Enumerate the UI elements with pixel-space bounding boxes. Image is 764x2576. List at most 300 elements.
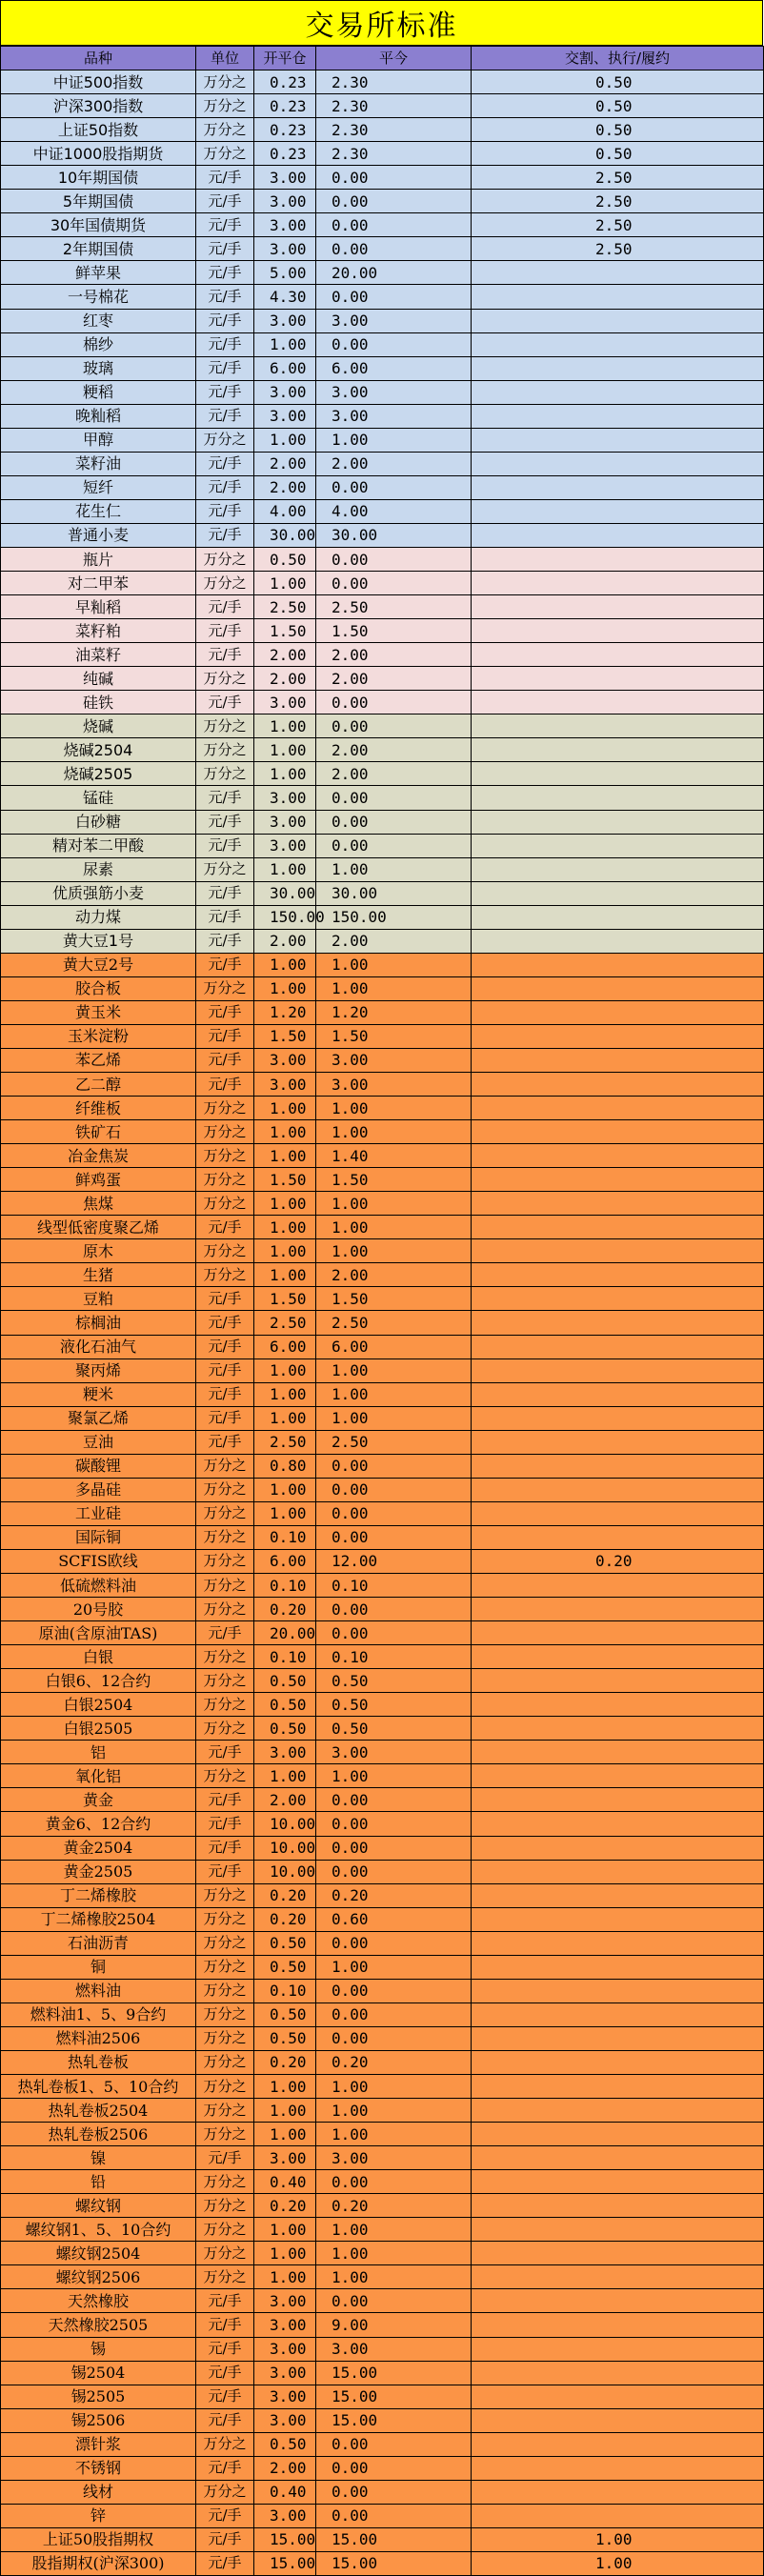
open-fee-cell: 0.50: [254, 1931, 316, 1955]
table-row: [1, 2265, 764, 2289]
open-fee-cell: 0.50: [254, 1669, 316, 1693]
table-row: [1, 762, 764, 786]
product-cell: 铜: [1, 1955, 196, 1979]
product-cell: 热轧卷板: [1, 2050, 196, 2074]
unit-cell: 万分之: [196, 142, 254, 166]
open-fee-cell: 10.00: [254, 1836, 316, 1860]
table-row: [1, 1216, 764, 1239]
product-cell: 2年期国债: [1, 237, 196, 261]
delivery-fee-cell: [472, 404, 764, 428]
delivery-fee-cell: [472, 2385, 764, 2408]
close-today-fee-cell: 1.00: [316, 1382, 472, 1406]
table-row: [1, 2218, 764, 2242]
table-row: [1, 1382, 764, 1406]
header-open: 开平仓: [254, 47, 316, 70]
open-fee-cell: 0.20: [254, 1883, 316, 1907]
close-today-fee-cell: 0.00: [316, 1598, 472, 1621]
close-today-fee-cell: 0.00: [316, 2170, 472, 2194]
sheet-title: 交易所标准: [0, 0, 763, 46]
close-today-fee-cell: 2.00: [316, 452, 472, 475]
unit-cell: 元/手: [196, 499, 254, 523]
open-fee-cell: 0.40: [254, 2480, 316, 2504]
delivery-fee-cell: 2.50: [472, 166, 764, 190]
close-today-fee-cell: 2.00: [316, 667, 472, 691]
open-fee-cell: 0.23: [254, 142, 316, 166]
open-fee-cell: 1.00: [254, 2123, 316, 2146]
product-cell: 不锈钢: [1, 2456, 196, 2480]
delivery-fee-cell: [472, 2337, 764, 2361]
unit-cell: 万分之: [196, 428, 254, 452]
product-cell: 锌: [1, 2504, 196, 2527]
open-fee-cell: 3.00: [254, 2313, 316, 2337]
table-row: [1, 1501, 764, 1525]
delivery-fee-cell: [472, 857, 764, 881]
close-today-fee-cell: 1.50: [316, 619, 472, 643]
delivery-fee-cell: [472, 714, 764, 738]
delivery-fee-cell: [472, 1120, 764, 1144]
unit-cell: 元/手: [196, 2551, 254, 2575]
table-row: [1, 2432, 764, 2456]
open-fee-cell: 3.00: [254, 810, 316, 834]
product-cell: 优质强筋小麦: [1, 881, 196, 905]
unit-cell: 万分之: [196, 2074, 254, 2098]
close-today-fee-cell: 3.00: [316, 1741, 472, 1764]
table-row: [1, 738, 764, 762]
unit-cell: 元/手: [196, 834, 254, 857]
unit-cell: 元/手: [196, 1216, 254, 1239]
table-row: [1, 619, 764, 643]
product-cell: 锡: [1, 2337, 196, 2361]
unit-cell: 万分之: [196, 857, 254, 881]
product-cell: 焦煤: [1, 1192, 196, 1216]
table-row: [1, 1907, 764, 1931]
table-row: [1, 380, 764, 404]
close-today-fee-cell: 6.00: [316, 1335, 472, 1358]
product-cell: 早籼稻: [1, 595, 196, 619]
close-today-fee-cell: 1.00: [316, 2242, 472, 2265]
close-today-fee-cell: 3.00: [316, 1048, 472, 1072]
delivery-fee-cell: 2.50: [472, 190, 764, 213]
product-cell: 粳稻: [1, 380, 196, 404]
unit-cell: 元/手: [196, 380, 254, 404]
open-fee-cell: 1.00: [254, 1097, 316, 1120]
table-row: [1, 118, 764, 142]
table-row: [1, 1097, 764, 1120]
delivery-fee-cell: [472, 2313, 764, 2337]
open-fee-cell: 1.00: [254, 572, 316, 595]
product-cell: 豆粕: [1, 1287, 196, 1311]
unit-cell: 万分之: [196, 1097, 254, 1120]
table-row: [1, 1788, 764, 1812]
product-cell: 30年国债期货: [1, 213, 196, 237]
open-fee-cell: 3.00: [254, 404, 316, 428]
product-cell: 红枣: [1, 309, 196, 332]
open-fee-cell: 4.30: [254, 285, 316, 309]
unit-cell: 元/手: [196, 2456, 254, 2480]
close-today-fee-cell: 1.40: [316, 1144, 472, 1168]
delivery-fee-cell: [472, 1693, 764, 1717]
delivery-fee-cell: [472, 1788, 764, 1812]
product-cell: 鲜鸡蛋: [1, 1168, 196, 1192]
product-cell: 多晶硅: [1, 1478, 196, 1501]
close-today-fee-cell: 0.00: [316, 1812, 472, 1836]
product-cell: 菜籽油: [1, 452, 196, 475]
product-cell: 燃料油2506: [1, 2026, 196, 2050]
product-cell: 氧化铝: [1, 1764, 196, 1788]
delivery-fee-cell: [472, 2026, 764, 2050]
product-cell: 烧碱2504: [1, 738, 196, 762]
table-row: [1, 2551, 764, 2575]
product-cell: 工业硅: [1, 1501, 196, 1525]
open-fee-cell: 30.00: [254, 523, 316, 547]
unit-cell: 万分之: [196, 1764, 254, 1788]
open-fee-cell: 2.50: [254, 1311, 316, 1335]
unit-cell: 元/手: [196, 1741, 254, 1764]
unit-cell: 万分之: [196, 2050, 254, 2074]
unit-cell: 万分之: [196, 2265, 254, 2289]
close-today-fee-cell: 0.00: [316, 332, 472, 356]
open-fee-cell: 3.00: [254, 237, 316, 261]
table-row: [1, 2385, 764, 2408]
delivery-fee-cell: [472, 1454, 764, 1478]
product-cell: 生猪: [1, 1263, 196, 1287]
product-cell: 燃料油1、5、9合约: [1, 2002, 196, 2026]
unit-cell: 元/手: [196, 1073, 254, 1097]
unit-cell: 万分之: [196, 1263, 254, 1287]
table-row: [1, 810, 764, 834]
unit-cell: 元/手: [196, 213, 254, 237]
table-row: [1, 70, 764, 94]
delivery-fee-cell: [472, 1525, 764, 1549]
close-today-fee-cell: 2.50: [316, 1311, 472, 1335]
close-today-fee-cell: 0.00: [316, 2002, 472, 2026]
unit-cell: 元/手: [196, 1812, 254, 1836]
unit-cell: 元/手: [196, 1406, 254, 1430]
table-row: [1, 595, 764, 619]
delivery-fee-cell: [472, 1741, 764, 1764]
table-row: [1, 1024, 764, 1048]
table-row: [1, 714, 764, 738]
delivery-fee-cell: [472, 1645, 764, 1669]
table-row: [1, 786, 764, 810]
table-row: [1, 1239, 764, 1263]
close-today-fee-cell: 1.00: [316, 1406, 472, 1430]
table-row: [1, 2242, 764, 2265]
close-today-fee-cell: 0.20: [316, 2050, 472, 2074]
close-today-fee-cell: 4.00: [316, 499, 472, 523]
unit-cell: 元/手: [196, 1335, 254, 1358]
close-today-fee-cell: 0.00: [316, 572, 472, 595]
open-fee-cell: 6.00: [254, 1549, 316, 1573]
open-fee-cell: 0.20: [254, 2194, 316, 2218]
close-today-fee-cell: 0.10: [316, 1645, 472, 1669]
close-today-fee-cell: 1.00: [316, 857, 472, 881]
table-row: [1, 1979, 764, 2002]
delivery-fee-cell: [472, 1358, 764, 1382]
open-fee-cell: 2.50: [254, 1430, 316, 1454]
product-cell: 玉米淀粉: [1, 1024, 196, 1048]
product-cell: 中证500指数: [1, 70, 196, 94]
product-cell: 聚氯乙烯: [1, 1406, 196, 1430]
table-row: [1, 2099, 764, 2123]
open-fee-cell: 1.00: [254, 1144, 316, 1168]
close-today-fee-cell: 20.00: [316, 261, 472, 285]
open-fee-cell: 1.00: [254, 1358, 316, 1382]
table-row: [1, 1478, 764, 1501]
close-today-fee-cell: 2.00: [316, 762, 472, 786]
delivery-fee-cell: [472, 1192, 764, 1216]
product-cell: 10年期国债: [1, 166, 196, 190]
delivery-fee-cell: [472, 2265, 764, 2289]
delivery-fee-cell: [472, 834, 764, 857]
close-today-fee-cell: 1.00: [316, 976, 472, 1000]
close-today-fee-cell: 0.00: [316, 1788, 472, 1812]
open-fee-cell: 3.00: [254, 309, 316, 332]
open-fee-cell: 3.00: [254, 834, 316, 857]
table-row: [1, 1741, 764, 1764]
close-today-fee-cell: 1.00: [316, 1120, 472, 1144]
table-row: [1, 1931, 764, 1955]
open-fee-cell: 1.20: [254, 1000, 316, 1024]
close-today-fee-cell: 0.00: [316, 2504, 472, 2527]
close-today-fee-cell: 0.60: [316, 1907, 472, 1931]
product-cell: 中证1000股指期货: [1, 142, 196, 166]
delivery-fee-cell: [472, 1812, 764, 1836]
header-row: [1, 47, 764, 70]
delivery-fee-cell: [472, 572, 764, 595]
delivery-fee-cell: [472, 953, 764, 976]
close-today-fee-cell: 30.00: [316, 881, 472, 905]
unit-cell: 元/手: [196, 2504, 254, 2527]
close-today-fee-cell: 1.00: [316, 1764, 472, 1788]
delivery-fee-cell: [472, 1931, 764, 1955]
open-fee-cell: 1.00: [254, 2218, 316, 2242]
unit-cell: 元/手: [196, 595, 254, 619]
unit-cell: 元/手: [196, 237, 254, 261]
product-cell: 短纤: [1, 475, 196, 499]
delivery-fee-cell: [472, 475, 764, 499]
open-fee-cell: 0.50: [254, 2432, 316, 2456]
table-row: [1, 976, 764, 1000]
delivery-fee-cell: [472, 1335, 764, 1358]
unit-cell: 万分之: [196, 1955, 254, 1979]
close-today-fee-cell: 0.00: [316, 285, 472, 309]
open-fee-cell: 2.00: [254, 475, 316, 499]
close-today-fee-cell: 0.50: [316, 1693, 472, 1717]
unit-cell: 元/手: [196, 881, 254, 905]
unit-cell: 万分之: [196, 1574, 254, 1598]
product-cell: 花生仁: [1, 499, 196, 523]
delivery-fee-cell: [472, 2002, 764, 2026]
close-today-fee-cell: 15.00: [316, 2551, 472, 2575]
product-cell: 黄玉米: [1, 1000, 196, 1024]
unit-cell: 元/手: [196, 1621, 254, 1645]
delivery-fee-cell: [472, 1979, 764, 2002]
table-row: [1, 1048, 764, 1072]
table-row: [1, 499, 764, 523]
product-cell: 螺纹钢2504: [1, 2242, 196, 2265]
unit-cell: 万分之: [196, 2170, 254, 2194]
table-row: [1, 1764, 764, 1788]
open-fee-cell: 2.00: [254, 667, 316, 691]
delivery-fee-cell: [472, 2432, 764, 2456]
product-cell: 铁矿石: [1, 1120, 196, 1144]
table-row: [1, 1263, 764, 1287]
product-cell: 油菜籽: [1, 643, 196, 667]
product-cell: 上证50指数: [1, 118, 196, 142]
open-fee-cell: 0.20: [254, 1907, 316, 1931]
close-today-fee-cell: 1.50: [316, 1168, 472, 1192]
open-fee-cell: 2.00: [254, 643, 316, 667]
unit-cell: 万分之: [196, 2218, 254, 2242]
unit-cell: 元/手: [196, 2361, 254, 2385]
close-today-fee-cell: 0.00: [316, 2456, 472, 2480]
open-fee-cell: 30.00: [254, 881, 316, 905]
delivery-fee-cell: [472, 2074, 764, 2098]
unit-cell: 元/手: [196, 475, 254, 499]
product-cell: 液化石油气: [1, 1335, 196, 1358]
table-row: [1, 1120, 764, 1144]
product-cell: 原油(含原油TAS): [1, 1621, 196, 1645]
product-cell: 原木: [1, 1239, 196, 1263]
close-today-fee-cell: 0.00: [316, 1931, 472, 1955]
unit-cell: 元/手: [196, 332, 254, 356]
delivery-fee-cell: [472, 452, 764, 475]
close-today-fee-cell: 9.00: [316, 2313, 472, 2337]
delivery-fee-cell: [472, 738, 764, 762]
delivery-fee-cell: [472, 2504, 764, 2527]
delivery-fee-cell: [472, 2218, 764, 2242]
table-row: [1, 2026, 764, 2050]
product-cell: 锡2504: [1, 2361, 196, 2385]
table-row: [1, 2313, 764, 2337]
delivery-fee-cell: [472, 1598, 764, 1621]
table-row: [1, 572, 764, 595]
delivery-fee-cell: [472, 1287, 764, 1311]
unit-cell: 元/手: [196, 643, 254, 667]
table-row: [1, 1192, 764, 1216]
delivery-fee-cell: [472, 1955, 764, 1979]
open-fee-cell: 4.00: [254, 499, 316, 523]
table-row: [1, 1000, 764, 1024]
close-today-fee-cell: 0.00: [316, 166, 472, 190]
product-cell: 晚籼稻: [1, 404, 196, 428]
delivery-fee-cell: [472, 595, 764, 619]
open-fee-cell: 0.80: [254, 1454, 316, 1478]
header-product: 品种: [1, 47, 196, 70]
table-row: [1, 94, 764, 118]
table-row: [1, 1311, 764, 1335]
header-close-today: 平今: [316, 47, 472, 70]
close-today-fee-cell: 3.00: [316, 1073, 472, 1097]
unit-cell: 元/手: [196, 1836, 254, 1860]
table-row: [1, 857, 764, 881]
open-fee-cell: 0.20: [254, 2050, 316, 2074]
unit-cell: 元/手: [196, 404, 254, 428]
unit-cell: 元/手: [196, 1000, 254, 1024]
open-fee-cell: 1.00: [254, 2074, 316, 2098]
unit-cell: 万分之: [196, 1717, 254, 1741]
open-fee-cell: 1.00: [254, 1263, 316, 1287]
table-row: [1, 356, 764, 380]
delivery-fee-cell: [472, 1669, 764, 1693]
delivery-fee-cell: [472, 2050, 764, 2074]
unit-cell: 元/手: [196, 452, 254, 475]
delivery-fee-cell: [472, 1907, 764, 1931]
delivery-fee-cell: [472, 285, 764, 309]
unit-cell: 元/手: [196, 523, 254, 547]
close-today-fee-cell: 1.00: [316, 1097, 472, 1120]
open-fee-cell: 1.50: [254, 1287, 316, 1311]
delivery-fee-cell: [472, 1216, 764, 1239]
open-fee-cell: 1.00: [254, 1216, 316, 1239]
table-row: [1, 142, 764, 166]
product-cell: 粳米: [1, 1382, 196, 1406]
table-row: [1, 213, 764, 237]
product-cell: 螺纹钢2506: [1, 2265, 196, 2289]
table-row: [1, 1812, 764, 1836]
product-cell: 乙二醇: [1, 1073, 196, 1097]
unit-cell: 元/手: [196, 2385, 254, 2408]
product-cell: 黄金2504: [1, 1836, 196, 1860]
open-fee-cell: 6.00: [254, 1335, 316, 1358]
close-today-fee-cell: 1.00: [316, 1358, 472, 1382]
table-row: [1, 285, 764, 309]
delivery-fee-cell: [472, 1478, 764, 1501]
unit-cell: 万分之: [196, 1931, 254, 1955]
delivery-fee-cell: [472, 428, 764, 452]
delivery-fee-cell: [472, 2408, 764, 2432]
unit-cell: 万分之: [196, 1501, 254, 1525]
unit-cell: 万分之: [196, 738, 254, 762]
product-cell: 白银2505: [1, 1717, 196, 1741]
delivery-fee-cell: [472, 2099, 764, 2123]
close-today-fee-cell: 2.00: [316, 1263, 472, 1287]
close-today-fee-cell: 0.00: [316, 810, 472, 834]
close-today-fee-cell: 0.00: [316, 2432, 472, 2456]
product-cell: 纯碱: [1, 667, 196, 691]
unit-cell: 万分之: [196, 2099, 254, 2123]
delivery-fee-cell: [472, 2170, 764, 2194]
delivery-fee-cell: [472, 499, 764, 523]
close-today-fee-cell: 0.10: [316, 1574, 472, 1598]
open-fee-cell: 1.00: [254, 1478, 316, 1501]
table-row: [1, 1693, 764, 1717]
close-today-fee-cell: 1.00: [316, 953, 472, 976]
open-fee-cell: 3.00: [254, 380, 316, 404]
table-row: [1, 2194, 764, 2218]
product-cell: 丁二烯橡胶: [1, 1883, 196, 1907]
unit-cell: 万分之: [196, 1239, 254, 1263]
close-today-fee-cell: 3.00: [316, 404, 472, 428]
unit-cell: 万分之: [196, 714, 254, 738]
open-fee-cell: 2.00: [254, 452, 316, 475]
close-today-fee-cell: 1.50: [316, 1287, 472, 1311]
unit-cell: 万分之: [196, 118, 254, 142]
unit-cell: 元/手: [196, 1860, 254, 1883]
table-row: [1, 1406, 764, 1430]
close-today-fee-cell: 1.00: [316, 1239, 472, 1263]
unit-cell: 万分之: [196, 762, 254, 786]
table-row: [1, 1430, 764, 1454]
product-cell: 烧碱: [1, 714, 196, 738]
table-row: [1, 2074, 764, 2098]
delivery-fee-cell: [472, 1000, 764, 1024]
close-today-fee-cell: 0.20: [316, 1883, 472, 1907]
table-row: [1, 2456, 764, 2480]
close-today-fee-cell: 15.00: [316, 2385, 472, 2408]
product-cell: 豆油: [1, 1430, 196, 1454]
